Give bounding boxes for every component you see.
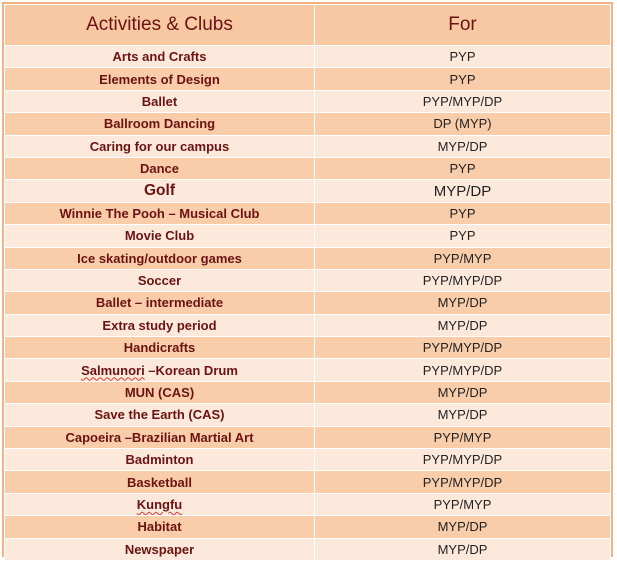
activity-for: PYP/MYP/DP	[315, 90, 611, 112]
activity-name: Caring for our campus	[5, 135, 315, 157]
header-for: For	[315, 5, 611, 46]
table-row	[5, 180, 611, 202]
activity-name	[5, 359, 315, 381]
activity-for: MYP/DP	[315, 292, 611, 314]
activity-name: Badminton	[5, 449, 315, 471]
activity-for: PYP	[315, 157, 611, 179]
activity-for: PYP	[315, 46, 611, 68]
table-row	[5, 202, 611, 224]
activity-name: Arts and Crafts	[5, 46, 315, 68]
table-row	[5, 538, 611, 560]
activity-name: Dance	[5, 157, 315, 179]
table-row	[5, 314, 611, 336]
activity-for: PYP	[315, 202, 611, 224]
activity-name: Ballet – intermediate	[5, 292, 315, 314]
activity-for: PYP/MYP/DP	[315, 471, 611, 493]
activities-table	[4, 4, 611, 561]
table-row	[5, 359, 611, 381]
activity-for: PYP	[315, 225, 611, 247]
activity-name: Extra study period	[5, 314, 315, 336]
activities-table-frame	[2, 2, 613, 557]
activity-for: MYP/DP	[315, 135, 611, 157]
table-row	[5, 337, 611, 359]
table-row	[5, 269, 611, 291]
table-row	[5, 449, 611, 471]
activity-name: Save the Earth (CAS)	[5, 404, 315, 426]
activity-name: Handicrafts	[5, 337, 315, 359]
activity-name	[5, 493, 315, 515]
activity-for: PYP/MYP	[315, 493, 611, 515]
activity-for: DP (MYP)	[315, 113, 611, 135]
table-row	[5, 426, 611, 448]
activity-name: Movie Club	[5, 225, 315, 247]
table-row	[5, 113, 611, 135]
activity-for: MYP/DP	[315, 538, 611, 560]
activity-for: PYP/MYP/DP	[315, 359, 611, 381]
activity-name: MUN (CAS)	[5, 381, 315, 403]
activity-name: Soccer	[5, 269, 315, 291]
activity-name: Newspaper	[5, 538, 315, 560]
activity-for: MYP/DP	[315, 516, 611, 538]
activity-name: Basketball	[5, 471, 315, 493]
activity-name: Golf	[5, 180, 315, 202]
table-row	[5, 516, 611, 538]
activity-name: Ice skating/outdoor games	[5, 247, 315, 269]
activity-for: PYP/MYP/DP	[315, 449, 611, 471]
activity-for: PYP/MYP	[315, 426, 611, 448]
table-row	[5, 135, 611, 157]
table-header-row	[5, 5, 611, 46]
table-row	[5, 471, 611, 493]
activity-name: Capoeira –Brazilian Martial Art	[5, 426, 315, 448]
activity-name: Elements of Design	[5, 68, 315, 90]
activity-name: Ballet	[5, 90, 315, 112]
activity-name-rest: –Korean Drum	[144, 362, 238, 378]
table-row	[5, 404, 611, 426]
activity-for: PYP	[315, 68, 611, 90]
activity-name: Winnie The Pooh – Musical Club	[5, 202, 315, 224]
activity-for: MYP/DP	[315, 404, 611, 426]
table-row	[5, 247, 611, 269]
table-row	[5, 381, 611, 403]
activity-for: PYP/MYP	[315, 247, 611, 269]
table-row	[5, 225, 611, 247]
activity-name: Habitat	[5, 516, 315, 538]
header-activities: Activities & Clubs	[5, 5, 315, 46]
table-row	[5, 493, 611, 515]
activity-for: MYP/DP	[315, 180, 611, 202]
activity-name-spellcheck: Kungfu	[136, 497, 183, 512]
table-row	[5, 157, 611, 179]
activity-for: PYP/MYP/DP	[315, 337, 611, 359]
activity-for: MYP/DP	[315, 314, 611, 336]
table-row	[5, 68, 611, 90]
activity-for: PYP/MYP/DP	[315, 269, 611, 291]
table-row	[5, 90, 611, 112]
table-row	[5, 292, 611, 314]
activity-for: MYP/DP	[315, 381, 611, 403]
activity-name: Ballroom Dancing	[5, 113, 315, 135]
activity-name-spellcheck: Salmunori	[81, 362, 145, 378]
table-row	[5, 46, 611, 68]
